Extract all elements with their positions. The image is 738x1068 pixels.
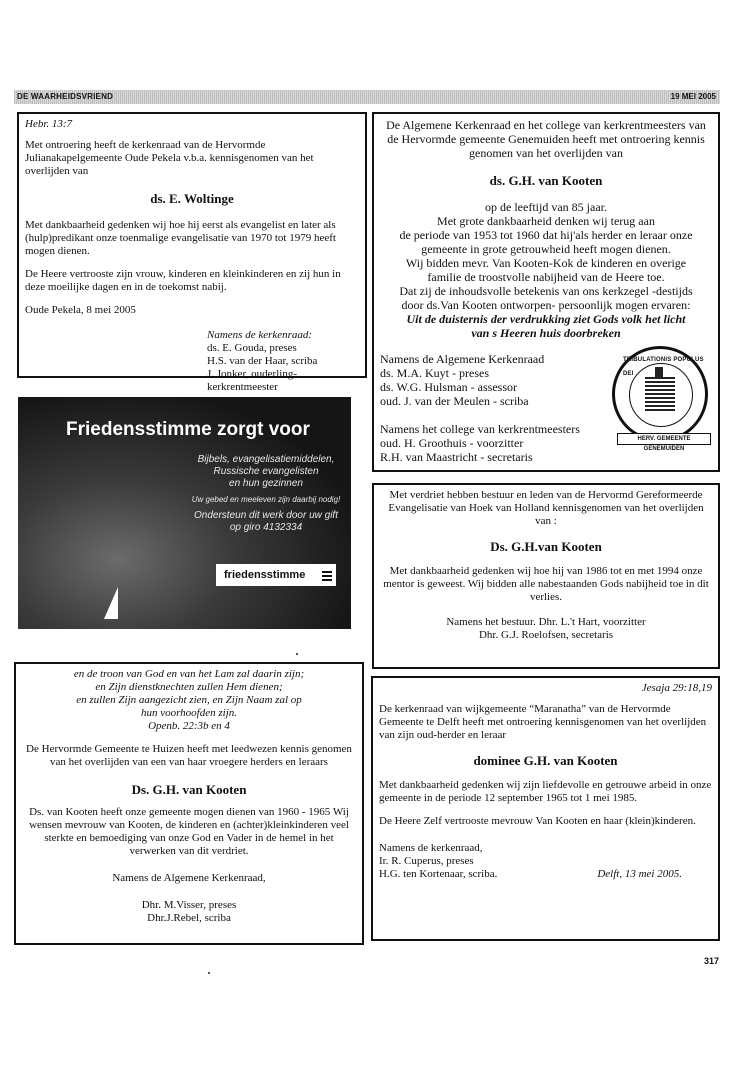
signatory: oud. J. van der Meulen - scriba xyxy=(380,394,529,408)
logo-icon xyxy=(322,569,332,581)
text-line: Wij bidden mevr. Van Kooten-Kok de kinderen en overige xyxy=(405,256,687,270)
deceased-name: ds. G.H. van Kooten xyxy=(489,173,603,188)
seal-church-building xyxy=(645,377,675,411)
paragraph: De Heere Zelf vertrooste mevrouw Van Kooten en haar (klein)kinderen. xyxy=(379,815,696,827)
paragraph: De Heere vertrooste zijn vrouw, kinderen en kleinkinderen en zij hun in deze moeilijke dagen en in de toekomst nabij. xyxy=(25,268,341,293)
ad-line: Ondersteun dit werk door uw gift xyxy=(194,510,338,521)
ad-line: Uw gebed en meeleven zijn daarbij nodig! xyxy=(191,495,341,504)
ad-line: en hun gezinnen xyxy=(229,478,303,489)
obituary-delft xyxy=(371,676,720,941)
motto-line: Uit de duisternis der verdrukking ziet Gods volk het licht xyxy=(406,312,686,326)
intro-text: Met verdriet hebben bestuur en leden van de Hervormd Gereformeerde Evangelisatie van Hoek van Holland kennisgenomen van het overlijden van : xyxy=(388,489,704,527)
bible-reference: Jesaja 29:18,19 xyxy=(641,682,712,694)
signatory: Dhr. M.Visser, preses xyxy=(141,899,237,911)
signatory: H.S. van der Haar, scriba xyxy=(207,355,318,367)
intro-text: De Hervormde Gemeente te Huizen heeft met leedwezen kennis genomen van het overlijden van een van haar vroegere herders en leraars xyxy=(26,743,352,768)
text-line: gemeente in grote getrouwheid heeft mogen dienen. xyxy=(421,242,671,256)
signature-title: Namens de Algemene Kerkenraad xyxy=(380,352,545,366)
ad-line: Russische evangelisten xyxy=(213,466,319,477)
paragraph: Met dankbaarheid gedenken wij hoe hij eerst als evangelist en later als (hulp)predikant onze toenmalige evangelisatie van 1970 tot 1979 heeft mogen dienen. xyxy=(25,219,336,257)
bible-quote xyxy=(22,668,356,733)
text-line: Met grote dankbaarheid denken wij terug aan xyxy=(437,214,655,228)
text-line: Dat zij de inhoudsvolle betekenis van ons kerkzegel -destijds xyxy=(399,284,693,298)
church-seal-icon xyxy=(612,346,708,452)
obituary-woltinge xyxy=(17,112,367,393)
obituary-genemuiden xyxy=(372,112,720,472)
place-date: Oude Pekela, 8 mei 2005 xyxy=(25,304,136,316)
text-line: op de leeftijd van 85 jaar. xyxy=(485,200,607,214)
seal-text: TRIBULATIONIS POPULUS DEI xyxy=(623,357,704,377)
paragraph: Met dankbaarheid gedenken wij zijn liefdevolle en getrouwe arbeid in onze gemeente in de periode 12 september 1965 tot 1 mei 1985. xyxy=(379,779,712,804)
seal-band: HERV. GEMEENTE GENEMUIDEN xyxy=(617,433,711,445)
quote-line: en zullen Zijn aangezicht zien, en Zijn Naam zal op xyxy=(76,694,302,706)
signatory: Ir. R. Cuperus, preses xyxy=(379,855,474,867)
text-line: de periode van 1953 tot 1960 dat hij'als herder en leraar onze xyxy=(399,228,693,242)
logo-text: friedensstimme xyxy=(224,569,306,581)
signature-title: Namens de kerkenraad, xyxy=(379,842,483,854)
signatory: Namens het bestuur. Dhr. L.'t Hart, voorzitter xyxy=(446,616,646,628)
signature-row xyxy=(379,868,712,881)
ad-line: Bijbels, evangelisatiemiddelen, xyxy=(197,454,335,465)
signatory: Dhr. G.J. Roelofsen, secretaris xyxy=(478,629,614,641)
signatory: Dhr.J.Rebel, scriba xyxy=(147,912,231,924)
ad-headline: Friedensstimme zorgt voor xyxy=(66,419,310,440)
ad-figure-icon xyxy=(104,587,118,619)
quote-reference: Openb. 22:3b en 4 xyxy=(148,720,230,732)
ad-logo xyxy=(216,564,336,586)
signatory: ds. M.A. Kuyt - preses xyxy=(380,366,489,380)
intro-text: Met ontroering heeft de kerkenraad van de Hervormde Julianakapelgemeente Oude Pekela v.b.a. kennisgenomen van het overlijden van xyxy=(25,139,314,177)
deceased-name: ds. E. Woltinge xyxy=(150,191,234,206)
deceased-name: dominee G.H. van Kooten xyxy=(473,753,618,768)
running-header xyxy=(14,90,720,104)
intro-text: De Algemene Kerkenraad en het college van kerkrentmeesters van de Hervormde gemeente Genemuiden heeft met ontroering kennis genomen van het overlijden van xyxy=(386,118,706,160)
page-number: 317 xyxy=(704,956,720,966)
signatory: R.H. van Maastricht - secretaris xyxy=(380,450,533,464)
signature-block xyxy=(380,616,712,642)
obituary-huizen xyxy=(14,662,364,945)
motto-line: van s Heeren huis doorbreken xyxy=(471,326,621,340)
signatory: H.G. ten Kortenaar, scriba. xyxy=(379,868,498,880)
print-speck xyxy=(296,653,298,655)
quote-line: en de troon van God en van het Lam zal daarin zijn; xyxy=(73,668,305,680)
signatory: ds. W.G. Hulsman - assessor xyxy=(380,380,517,394)
obituary-hoek-van-holland xyxy=(372,483,720,669)
paragraph: Ds. van Kooten heeft onze gemeente mogen dienen van 1960 - 1965 Wij wensen mevrouw van Kooten, de kinderen en (achter)kleinkinderen veel sterkte en bemoediging van onze God en Vader in de hemel in het verwerken van dit verdriet. xyxy=(29,806,349,857)
text-line: familie de troostvolle nabijheid van de Heere toe. xyxy=(427,270,665,284)
quote-line: hun voorhoofden zijn. xyxy=(140,707,238,719)
signature-title: Namens de Algemene Kerkenraad, xyxy=(112,872,266,884)
signature-title: Namens de kerkenraad: xyxy=(207,329,313,341)
signatory: J. Jonker, ouderling-kerkrentmeester xyxy=(207,368,297,393)
paragraph: Met dankbaarheid gedenken wij hoe hij van 1986 tot en met 1994 onze mentor is geweest. Wij bidden alle nabestaanden Gods nabijheid toe in dit verlies. xyxy=(383,565,709,603)
deceased-name: Ds. G.H.van Kooten xyxy=(490,539,602,554)
signatory: ds. E. Gouda, preses xyxy=(207,342,297,354)
ad-text xyxy=(181,454,351,534)
publication-name: DE WAARHEIDSVRIEND xyxy=(17,92,114,101)
print-speck xyxy=(208,972,210,974)
deceased-name: Ds. G.H. van Kooten xyxy=(131,782,247,797)
quote-line: en Zijn dienstknechten zullen Hem dienen; xyxy=(95,681,283,693)
signature-block xyxy=(207,329,359,394)
issue-date: 19 MEI 2005 xyxy=(670,92,716,101)
place-date: Delft, 13 mei 2005. xyxy=(597,868,682,880)
friedensstimme-advertisement xyxy=(18,397,351,629)
text-line: door ds.Van Kooten ontworpen- persoonlijk mogen ervaren: xyxy=(401,298,691,312)
signature-title: Namens het college van kerkrentmeesters xyxy=(380,422,580,436)
signatory: oud. H. Groothuis - voorzitter xyxy=(380,436,524,450)
intro-text: De kerkenraad van wijkgemeente “Maranatha” van de Hervormde Gemeente te Delft heeft met ontroering kennisgenomen van het overlijden van zijn oud-herder en leraar xyxy=(379,703,707,741)
bible-reference: Hebr. 13:7 xyxy=(25,118,73,130)
ad-line: op giro 4132334 xyxy=(229,522,303,533)
